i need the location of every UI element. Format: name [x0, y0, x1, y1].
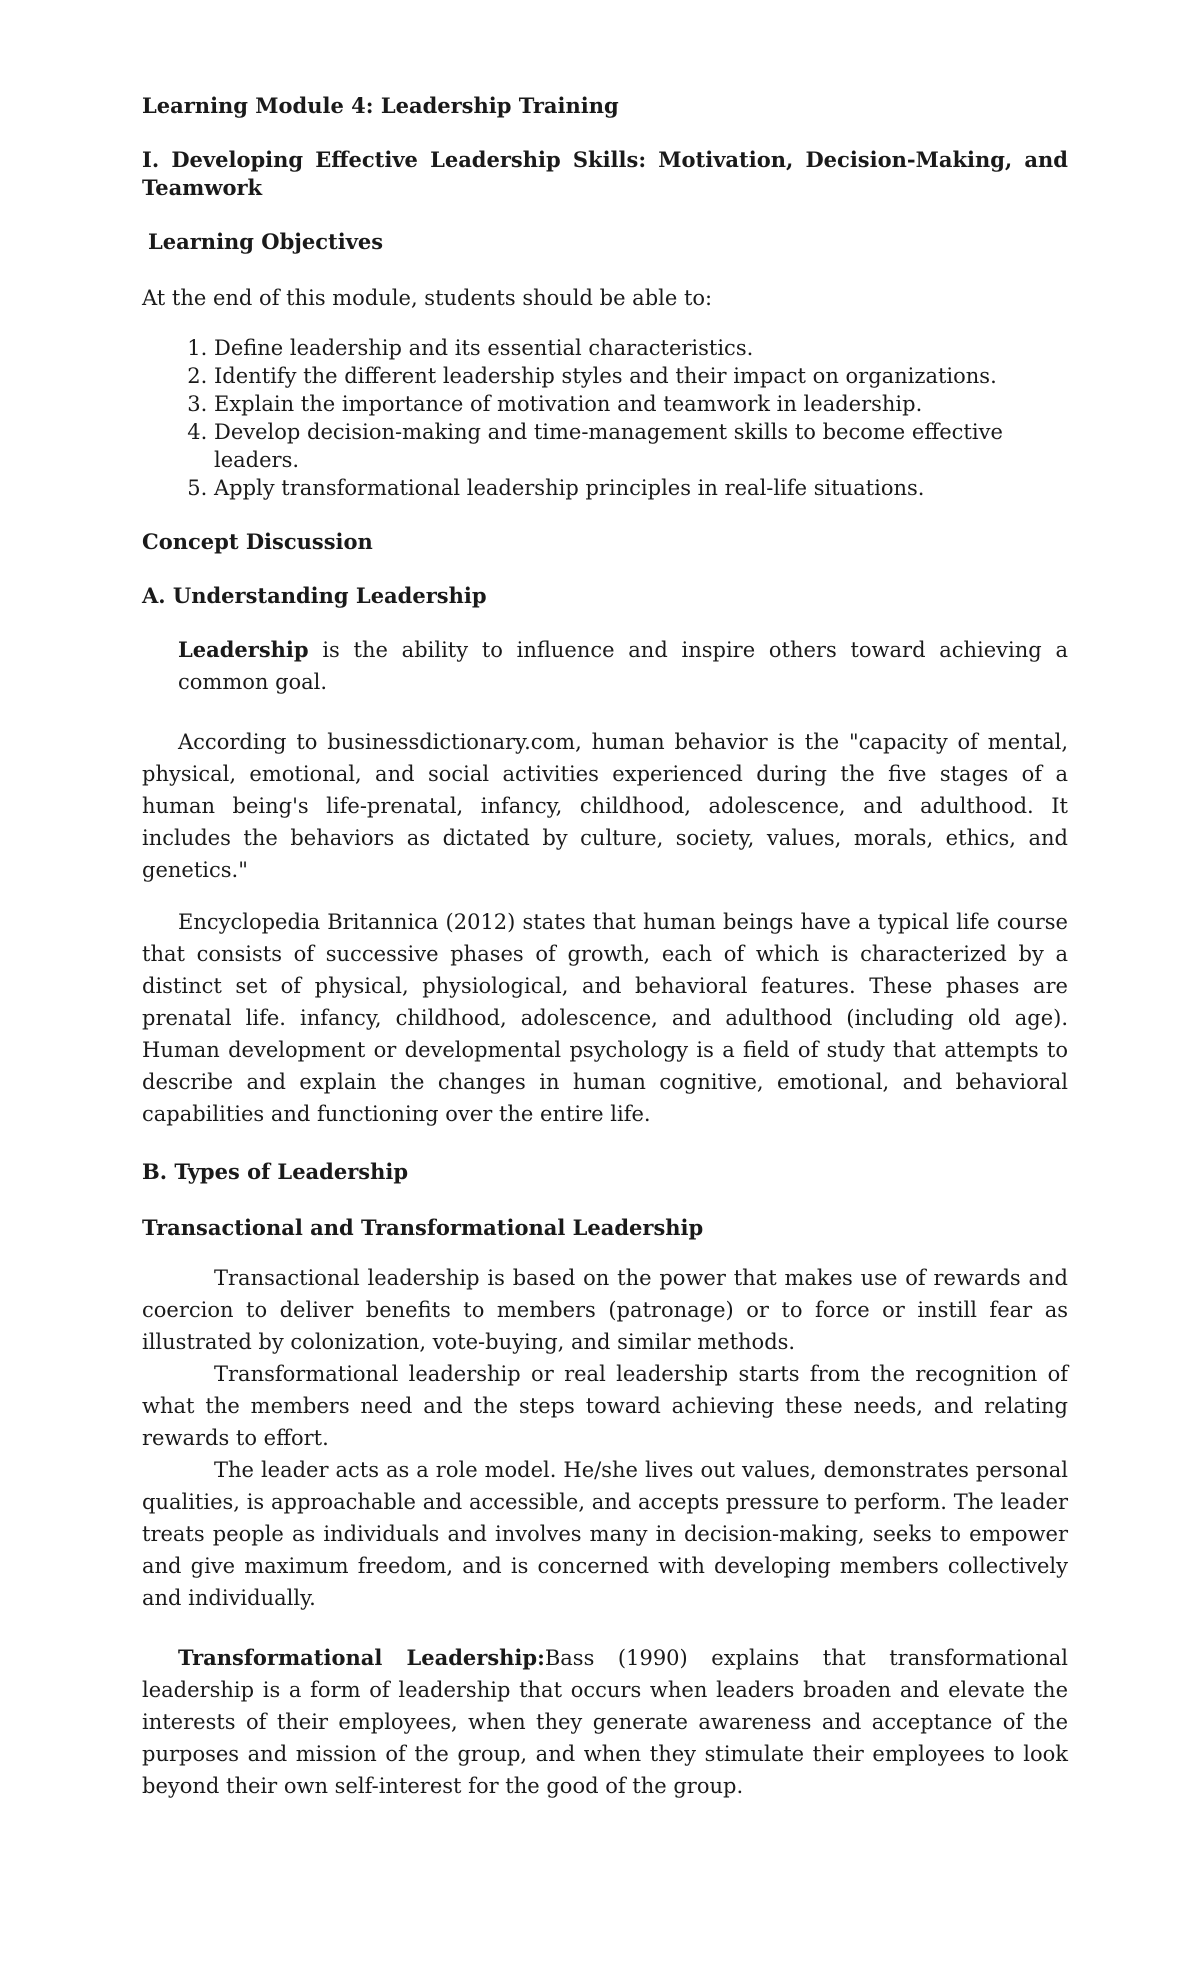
objectives-list	[142, 334, 1068, 502]
objective-item: 1. Define leadership and its essential characteristics.	[214, 334, 1068, 362]
leadership-definition	[178, 634, 1068, 698]
bass-paragraph	[142, 1642, 1068, 1802]
section-b-subtitle: Transactional and Transformational Leadership	[142, 1215, 704, 1240]
section-title: I. Developing Effective Leadership Skills: Motivation, Decision-Making, and Teamwork	[142, 147, 1068, 200]
section-b-title: B. Types of Leadership	[142, 1159, 409, 1184]
section-a-title: A. Understanding Leadership	[142, 583, 487, 608]
objectives-title: Learning Objectives	[148, 229, 384, 254]
role-model-paragraph: The leader acts as a role model. He/she lives out values, demonstrates personal qualities, is approachable and accessible, and accepts pressure to perform. The leader treats people as individuals and involves many in decision-making, seeks to empower and give maximum freedom, and is concerned with developing members collectively and individually.	[142, 1458, 1068, 1610]
leadership-term: Leadership	[178, 637, 309, 662]
objective-item: 4. Develop decision-making and time-management skills to become effective leaders.	[214, 418, 1068, 474]
objective-item: 5. Apply transformational leadership principles in real-life situations.	[214, 474, 1068, 502]
objective-item: 2. Identify the different leadership styles and their impact on organizations.	[214, 362, 1068, 390]
transformational-paragraph: Transformational leadership or real leadership starts from the recognition of what the members need and the steps toward achieving these needs, and relating rewards to effort.	[142, 1362, 1068, 1450]
transactional-paragraph: Transactional leadership is based on the power that makes use of rewards and coercion to deliver benefits to members (patronage) or to force or instill fear as illustrated by colonization, vote-buying, and similar methods.	[142, 1266, 1068, 1354]
britannica-paragraph: Encyclopedia Britannica (2012) states that human beings have a typical life course that consists of successive phases of growth, each of which is characterized by a distinct set of physical, physiological, and behavioral features. These phases are prenatal life. infancy, childhood, adolescence, and adulthood (including old age). Human development or developmental psychology is a field of study that attempts to describe and explain the changes in human cognitive, emotional, and behavioral capabilities and functioning over the entire life.	[142, 910, 1068, 1126]
objective-item: 3. Explain the importance of motivation and teamwork in leadership.	[214, 390, 1068, 418]
behavior-paragraph: According to businessdictionary.com, human behavior is the "capacity of mental, physical, emotional, and social activities experienced during the five stages of a human being's life-prenatal, infancy, childhood, adolescence, and adulthood. It includes the behaviors as dictated by culture, society, values, morals, ethics, and genetics."	[142, 730, 1068, 882]
leadership-definition-text: is the ability to influence and inspire others toward achieving a common goal.	[178, 638, 1068, 694]
concept-discussion-heading: Concept Discussion	[142, 529, 373, 554]
objectives-intro: At the end of this module, students should be able to:	[142, 286, 713, 310]
module-title: Learning Module 4: Leadership Training	[142, 93, 619, 118]
bass-paragraph-text: Bass (1990) explains that transformational leadership is a form of leadership that occurs when leaders broaden and elevate the interests of their employees, when they generate awareness and acceptance of the purposes and mission of the group, and when they stimulate their employees to look beyond their own self-interest for the good of the group.	[142, 1646, 1068, 1798]
transformational-term: Transformational Leadership:	[178, 1645, 545, 1670]
document-page	[142, 92, 1068, 1802]
